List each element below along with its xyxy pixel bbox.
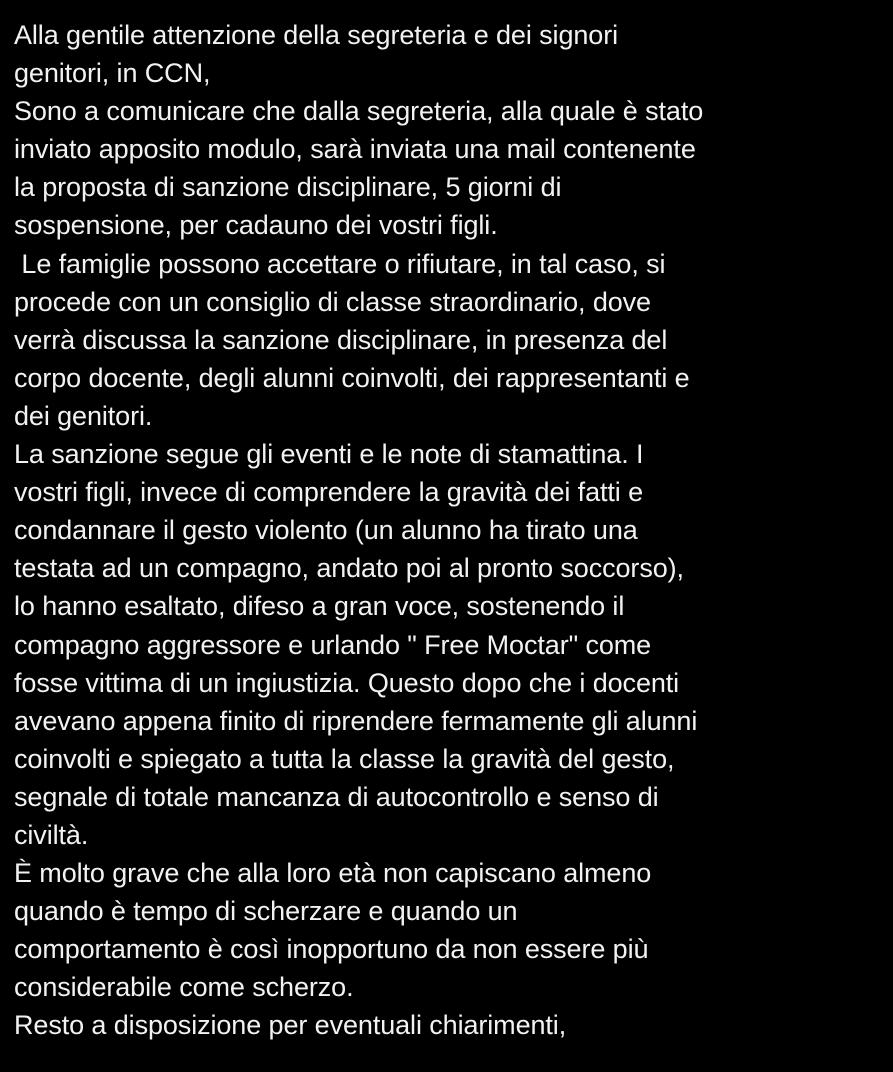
message-line: dei genitori. xyxy=(14,400,153,431)
message-line: procede con un consiglio di classe straordinario, dove xyxy=(14,286,651,317)
message-line: inviato apposito modulo, sarà inviata una mail contenente xyxy=(14,134,696,165)
message-line: civiltà. xyxy=(14,819,89,850)
message-line: comportamento è così inopportuno da non essere più xyxy=(14,934,649,965)
message-line: quando è tempo di scherzare e quando un xyxy=(14,896,518,927)
message-line: La sanzione segue gli eventi e le note di stamattina. I xyxy=(14,439,644,470)
message-line: coinvolti e spiegato a tutta la classe la gravità del gesto, xyxy=(14,743,675,774)
message-line: considerabile come scherzo. xyxy=(14,972,354,1003)
message-line: Le famiglie possono accettare o rifiutare, in tal caso, si xyxy=(14,248,666,279)
message-line: Alla gentile attenzione della segreteria e dei signori xyxy=(14,20,618,50)
message-line: È molto grave che alla loro età non capiscano almeno xyxy=(14,858,652,889)
message-line: Resto a disposizione per eventuali chiarimenti, xyxy=(14,1010,567,1041)
message-line: la proposta di sanzione disciplinare, 5 giorni di xyxy=(14,172,562,203)
message-line: avevano appena finito di riprendere fermamente gli alunni xyxy=(14,705,698,736)
message-line: sospensione, per cadauno dei vostri figli. xyxy=(14,210,498,241)
message-line: vostri figli, invece di comprendere la gravità dei fatti e xyxy=(14,477,644,508)
message-line: fosse vittima di un ingiustizia. Questo dopo che i docenti xyxy=(14,667,680,698)
message-line: verrà discussa la sanzione disciplinare, in presenza del xyxy=(14,324,668,355)
message-line: compagno aggressore e urlando " Free Moctar" come xyxy=(14,629,652,660)
message-line: Sono a comunicare che dalla segreteria, alla quale è stato xyxy=(14,96,704,127)
message-line: corpo docente, degli alunni coinvolti, dei rappresentanti e xyxy=(14,362,690,393)
message-line: condannare il gesto violento (un alunno ha tirato una xyxy=(14,515,638,546)
message-line: lo hanno esaltato, difeso a gran voce, sostenendo il xyxy=(14,591,625,622)
message-line: segnale di totale mancanza di autocontrollo e senso di xyxy=(14,781,659,812)
message-line: testata ad un compagno, andato poi al pronto soccorso), xyxy=(14,553,684,584)
message-line: genitori, in CCN, xyxy=(14,58,211,89)
